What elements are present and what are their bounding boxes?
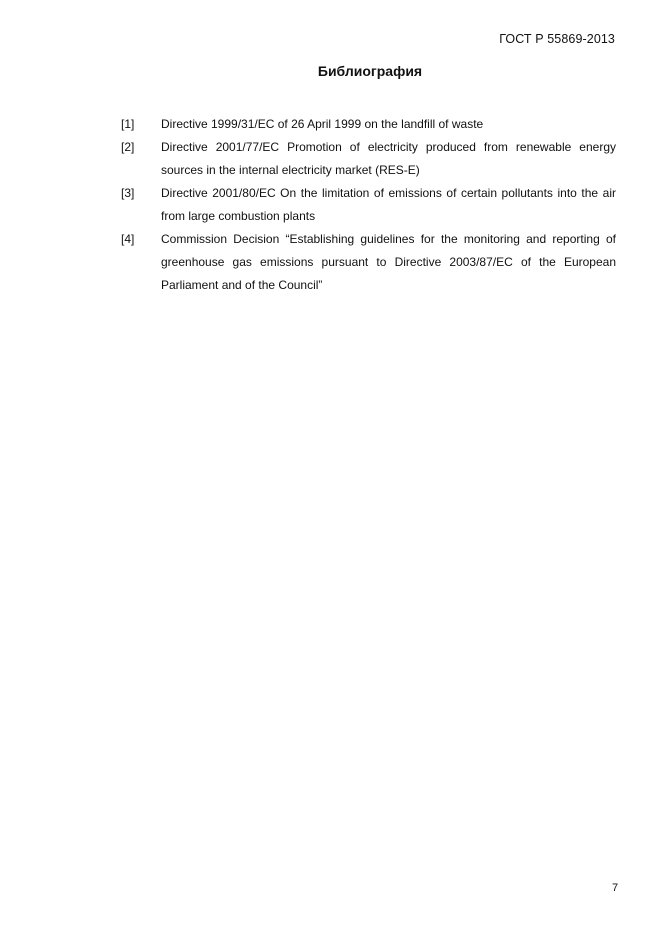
entry-text: Directive 2001/80/EC On the limitation of emissions of certain pollutants into the air from large combustion plants xyxy=(161,186,616,223)
entry-text: Directive 1999/31/EC of 26 April 1999 on the landfill of waste xyxy=(161,117,484,131)
bibliography-entry xyxy=(121,136,616,182)
standard-designation: ГОСТ Р 55869-2013 xyxy=(499,32,615,46)
section-title: Библиография xyxy=(317,63,423,79)
bibliography-entry xyxy=(121,113,616,136)
entry-number: [1] xyxy=(121,117,135,131)
bibliography-entry xyxy=(121,228,616,297)
bibliography-list xyxy=(121,113,616,297)
entry-number: [2] xyxy=(121,140,135,154)
entry-number: [4] xyxy=(121,232,135,246)
page-number: 7 xyxy=(612,882,619,894)
entry-number: [3] xyxy=(121,186,135,200)
entry-text: Commission Decision “Establishing guidelines for the monitoring and reporting of greenhouse gas emissions pursuant to Directive 2003/87/EC of the European Parliament and of the Council” xyxy=(161,232,616,292)
entry-text: Directive 2001/77/EC Promotion of electricity produced from renewable energy sources in the internal electricity market (RES-E) xyxy=(161,140,616,177)
bibliography-entry xyxy=(121,182,616,228)
